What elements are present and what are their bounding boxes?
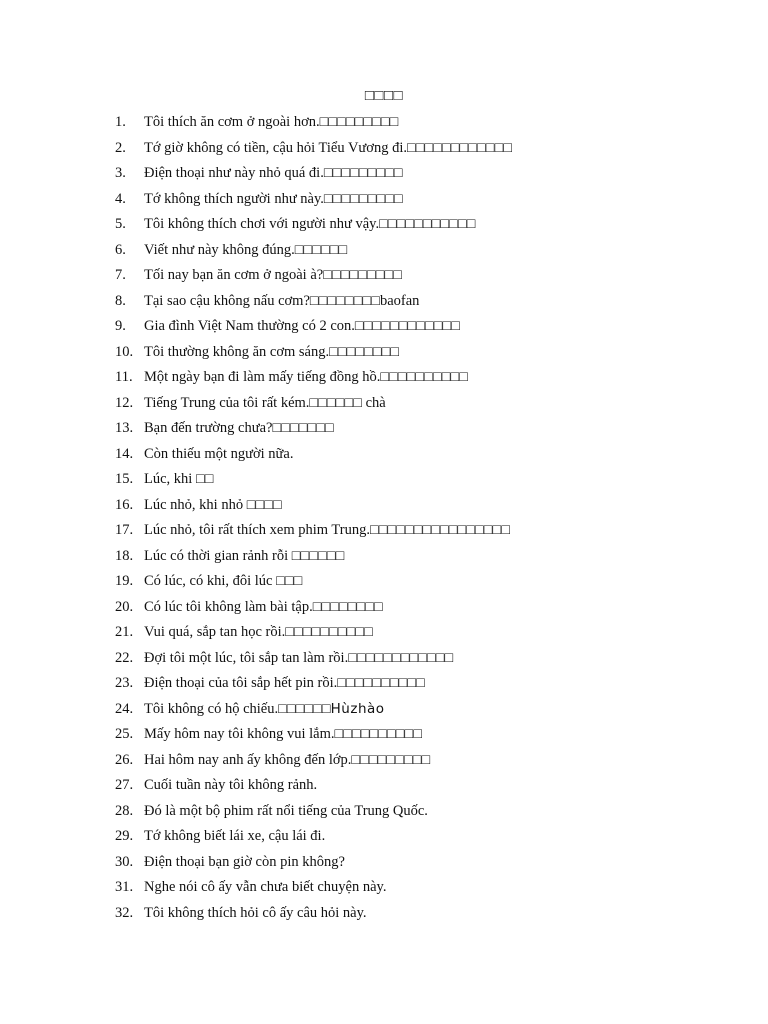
item-text: Tớ giờ không có tiền, cậu hỏi Tiểu Vương đi.□□□□□□□□□□□□ [144,139,513,156]
item-number: 4. [115,190,126,207]
item-text: Bạn đến trường chưa?□□□□□□□ [144,420,334,436]
list-item [115,852,735,878]
item-number: 28. [115,802,134,819]
item-number: 11. [115,369,133,385]
item-text: Điện thoại bạn giờ còn pin không? [144,853,345,870]
item-number: 8. [115,292,126,309]
list-item [115,775,735,801]
list-item [115,724,735,750]
item-text: Còn thiếu một người nữa. [144,445,294,462]
item-number: 3. [115,165,126,181]
item-number: 26. [115,751,134,768]
item-number: 5. [115,216,126,232]
list-item [115,240,735,266]
item-number: 6. [115,241,126,258]
sentence-list [115,112,735,928]
item-number: 14. [115,445,134,462]
list-item [115,469,735,495]
list-item [115,699,735,725]
item-number: 30. [115,853,134,870]
list-item [115,622,735,648]
item-text: Gia đình Việt Nam thường có 2 con.□□□□□□□□□□□□ [144,318,461,334]
list-item [115,597,735,623]
list-item [115,826,735,852]
item-text: Điện thoại của tôi sắp hết pin rồi.□□□□□□□□□□ [144,675,425,691]
item-number: 23. [115,675,134,691]
item-number: 16. [115,496,134,513]
item-number: 32. [115,904,134,921]
list-item [115,138,735,164]
item-number: 27. [115,777,134,793]
item-text: Mấy hôm nay tôi không vui lắm.□□□□□□□□□□ [144,726,423,742]
item-text: Tiếng Trung của tôi rất kém.□□□□□□ chà [144,394,386,411]
item-text: Cuối tuần này tôi không rảnh. [144,777,318,793]
list-item [115,648,735,674]
item-number: 7. [115,267,126,283]
list-item [115,214,735,240]
list-item [115,520,735,546]
item-text: Nghe nói cô ấy vẫn chưa biết chuyện này. [144,879,387,895]
item-number: 25. [115,726,134,742]
list-item [115,367,735,393]
item-text: Tôi không thích chơi với người như vậy.□□□□□□□□□□□ [144,216,476,232]
item-text: Tại sao cậu không nấu cơm?□□□□□□□□baofan [144,292,420,309]
item-text: Viết như này không đúng.□□□□□□ [144,241,348,258]
item-text: Vui quá, sắp tan học rồi.□□□□□□□□□□ [144,624,373,640]
item-number: 15. [115,471,134,487]
item-text: Tôi không có hộ chiếu.□□□□□□ [144,700,331,717]
item-text: Đó là một bộ phim rất nổi tiếng của Trung Quốc. [144,802,428,819]
item-number: 1. [115,114,126,130]
item-number: 2. [115,139,126,156]
document-title: □□□□ [364,88,404,104]
item-number: 17. [115,522,134,538]
list-item [115,546,735,572]
list-item [115,163,735,189]
item-number: 29. [115,828,134,844]
item-number: 13. [115,420,134,436]
list-item [115,291,735,317]
item-text: Có lúc tôi không làm bài tập.□□□□□□□□ [144,598,383,615]
list-item [115,112,735,138]
list-item [115,342,735,368]
list-item [115,444,735,470]
list-item [115,877,735,903]
list-item [115,495,735,521]
list-item [115,265,735,291]
list-item [115,571,735,597]
item-text: Có lúc, có khi, đôi lúc □□□ [144,573,303,589]
item-number: 22. [115,649,134,666]
item-text: Tôi thích ăn cơm ở ngoài hơn.□□□□□□□□□ [144,114,399,130]
item-text: Lúc nhỏ, khi nhỏ □□□□ [144,496,282,513]
item-number: 9. [115,318,126,334]
list-item [115,393,735,419]
item-text: Tớ không thích người như này.□□□□□□□□□ [144,190,403,207]
list-item [115,801,735,827]
item-text: Đợi tôi một lúc, tôi sắp tan làm rồi.□□□□□□□□□□□□ [144,649,454,666]
item-text: Một ngày bạn đi làm mấy tiếng đồng hồ.□□□□□□□□□□ [144,369,468,385]
item-number: 31. [115,879,134,895]
list-item [115,673,735,699]
item-number: 19. [115,573,134,589]
item-text: Hai hôm nay anh ấy không đến lớp.□□□□□□□□□ [144,751,431,768]
list-item [115,903,735,929]
item-text: Lúc, khi □□ [144,471,214,487]
list-item [115,750,735,776]
item-number: 21. [115,624,134,640]
item-text: Điện thoại như này nhỏ quá đi.□□□□□□□□□ [144,165,403,181]
item-text: Lúc có thời gian rảnh rỗi □□□□□□ [144,547,345,564]
item-number: 12. [115,394,134,411]
item-number: 10. [115,343,134,360]
item-number: 24. [115,700,134,717]
item-text: Tôi không thích hỏi cô ấy câu hỏi này. [144,904,367,921]
item-text: Lúc nhỏ, tôi rất thích xem phim Trung.□□□□□□□□□□□□□□□□ [144,522,511,538]
item-pinyin: Hùzhào [330,700,385,717]
list-item [115,189,735,215]
item-text: Tối nay bạn ăn cơm ở ngoài à?□□□□□□□□□ [144,267,403,283]
item-text: Tôi thường không ăn cơm sáng.□□□□□□□□ [144,343,400,360]
item-number: 18. [115,547,134,564]
list-item [115,418,735,444]
list-item [115,316,735,342]
item-text: Tớ không biết lái xe, cậu lái đi. [144,828,326,844]
item-number: 20. [115,598,134,615]
